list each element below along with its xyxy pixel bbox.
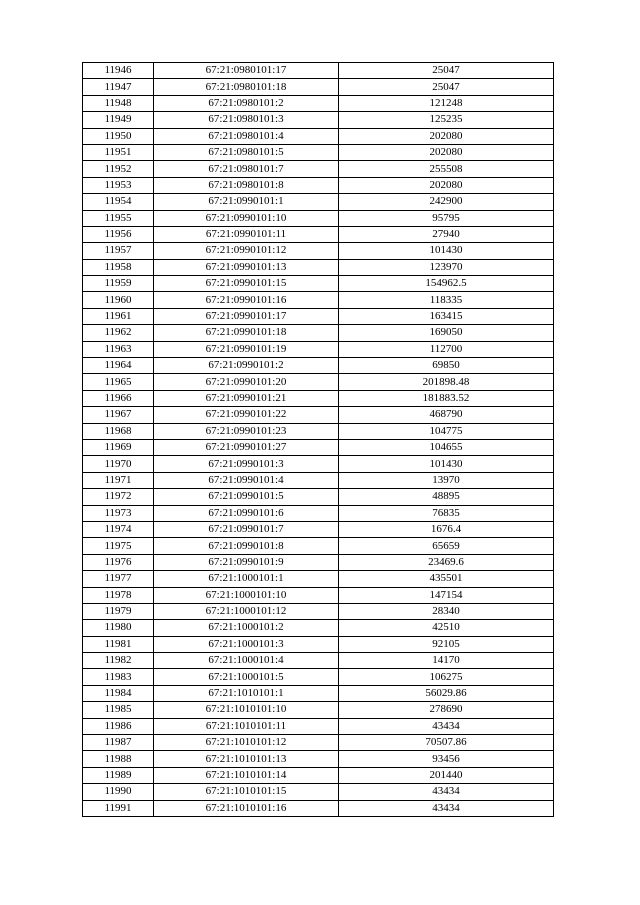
value-cell: 43434 — [339, 718, 554, 734]
cadastral-number-cell: 67:21:0990101:21 — [154, 390, 339, 406]
value-cell: 48895 — [339, 489, 554, 505]
table-row — [83, 79, 554, 95]
row-number-cell: 11981 — [83, 636, 154, 652]
cadastral-number-cell: 67:21:1000101:12 — [154, 603, 339, 619]
cadastral-number-cell: 67:21:0990101:17 — [154, 308, 339, 324]
table-row — [83, 407, 554, 423]
row-number-cell: 11960 — [83, 292, 154, 308]
row-number-cell: 11959 — [83, 276, 154, 292]
table-row — [83, 439, 554, 455]
cadastral-number-cell: 67:21:0990101:10 — [154, 210, 339, 226]
cadastral-number-cell: 67:21:1010101:16 — [154, 800, 339, 816]
value-cell: 202080 — [339, 144, 554, 160]
table-row — [83, 521, 554, 537]
table-row — [83, 210, 554, 226]
value-cell: 147154 — [339, 587, 554, 603]
value-cell: 255508 — [339, 161, 554, 177]
value-cell: 93456 — [339, 751, 554, 767]
row-number-cell: 11982 — [83, 653, 154, 669]
table-row — [83, 243, 554, 259]
value-cell: 69850 — [339, 358, 554, 374]
cadastral-number-cell: 67:21:1000101:1 — [154, 571, 339, 587]
value-cell: 181883.52 — [339, 390, 554, 406]
cadastral-number-cell: 67:21:0990101:27 — [154, 439, 339, 455]
table-row — [83, 538, 554, 554]
row-number-cell: 11978 — [83, 587, 154, 603]
cadastral-number-cell: 67:21:1000101:10 — [154, 587, 339, 603]
cadastral-number-cell: 67:21:1010101:12 — [154, 735, 339, 751]
value-cell: 201898.48 — [339, 374, 554, 390]
row-number-cell: 11954 — [83, 194, 154, 210]
row-number-cell: 11968 — [83, 423, 154, 439]
table-row — [83, 226, 554, 242]
value-cell: 112700 — [339, 341, 554, 357]
cadastral-number-cell: 67:21:0990101:20 — [154, 374, 339, 390]
row-number-cell: 11971 — [83, 472, 154, 488]
cadastral-number-cell: 67:21:0980101:5 — [154, 144, 339, 160]
cadastral-number-cell: 67:21:0990101:5 — [154, 489, 339, 505]
table-row — [83, 358, 554, 374]
cadastral-number-cell: 67:21:0980101:18 — [154, 79, 339, 95]
row-number-cell: 11950 — [83, 128, 154, 144]
value-cell: 76835 — [339, 505, 554, 521]
table-row — [83, 325, 554, 341]
value-cell: 202080 — [339, 128, 554, 144]
value-cell: 101430 — [339, 243, 554, 259]
table-row — [83, 587, 554, 603]
row-number-cell: 11967 — [83, 407, 154, 423]
cadastral-number-cell: 67:21:1010101:13 — [154, 751, 339, 767]
value-cell: 104655 — [339, 439, 554, 455]
row-number-cell: 11964 — [83, 358, 154, 374]
row-number-cell: 11957 — [83, 243, 154, 259]
cadastral-number-cell: 67:21:1010101:10 — [154, 702, 339, 718]
value-cell: 118335 — [339, 292, 554, 308]
value-cell: 1676.4 — [339, 521, 554, 537]
table-row — [83, 784, 554, 800]
table-row — [83, 571, 554, 587]
table-row — [83, 292, 554, 308]
table-row — [83, 735, 554, 751]
value-cell: 125235 — [339, 112, 554, 128]
cadastral-number-cell: 67:21:1010101:15 — [154, 784, 339, 800]
value-cell: 25047 — [339, 79, 554, 95]
row-number-cell: 11976 — [83, 554, 154, 570]
table-row — [83, 112, 554, 128]
row-number-cell: 11989 — [83, 767, 154, 783]
row-number-cell: 11986 — [83, 718, 154, 734]
value-cell: 92105 — [339, 636, 554, 652]
cadastral-number-cell: 67:21:0980101:8 — [154, 177, 339, 193]
cadastral-number-cell: 67:21:0990101:11 — [154, 226, 339, 242]
table-row — [83, 374, 554, 390]
value-cell: 27940 — [339, 226, 554, 242]
table-row — [83, 489, 554, 505]
cadastral-number-cell: 67:21:1000101:2 — [154, 620, 339, 636]
value-cell: 169050 — [339, 325, 554, 341]
cadastral-number-cell: 67:21:1010101:14 — [154, 767, 339, 783]
row-number-cell: 11973 — [83, 505, 154, 521]
row-number-cell: 11980 — [83, 620, 154, 636]
table-row — [83, 685, 554, 701]
row-number-cell: 11972 — [83, 489, 154, 505]
table-row — [83, 194, 554, 210]
row-number-cell: 11991 — [83, 800, 154, 816]
table-row — [83, 144, 554, 160]
value-cell: 468790 — [339, 407, 554, 423]
cadastral-number-cell: 67:21:1000101:4 — [154, 653, 339, 669]
row-number-cell: 11947 — [83, 79, 154, 95]
table-row — [83, 161, 554, 177]
row-number-cell: 11962 — [83, 325, 154, 341]
row-number-cell: 11987 — [83, 735, 154, 751]
row-number-cell: 11949 — [83, 112, 154, 128]
value-cell: 106275 — [339, 669, 554, 685]
table-row — [83, 636, 554, 652]
table-row — [83, 718, 554, 734]
cadastral-number-cell: 67:21:0980101:7 — [154, 161, 339, 177]
row-number-cell: 11951 — [83, 144, 154, 160]
cadastral-number-cell: 67:21:0990101:2 — [154, 358, 339, 374]
value-cell: 123970 — [339, 259, 554, 275]
table-row — [83, 308, 554, 324]
cadastral-number-cell: 67:21:0980101:17 — [154, 63, 339, 79]
table-row — [83, 554, 554, 570]
table-row — [83, 177, 554, 193]
value-cell: 278690 — [339, 702, 554, 718]
table-row — [83, 128, 554, 144]
value-cell: 23469.6 — [339, 554, 554, 570]
value-cell: 65659 — [339, 538, 554, 554]
value-cell: 43434 — [339, 800, 554, 816]
cadastral-number-cell: 67:21:0980101:4 — [154, 128, 339, 144]
cadastral-number-cell: 67:21:1010101:11 — [154, 718, 339, 734]
value-cell: 163415 — [339, 308, 554, 324]
cadastral-number-cell: 67:21:0990101:4 — [154, 472, 339, 488]
table-row — [83, 341, 554, 357]
value-cell: 242900 — [339, 194, 554, 210]
cadastral-number-cell: 67:21:0990101:23 — [154, 423, 339, 439]
row-number-cell: 11966 — [83, 390, 154, 406]
table-row — [83, 390, 554, 406]
row-number-cell: 11970 — [83, 456, 154, 472]
value-cell: 202080 — [339, 177, 554, 193]
cadastral-number-cell: 67:21:0990101:1 — [154, 194, 339, 210]
value-cell: 154962.5 — [339, 276, 554, 292]
table-row — [83, 505, 554, 521]
cadastral-number-cell: 67:21:0990101:8 — [154, 538, 339, 554]
table-row — [83, 702, 554, 718]
value-cell: 70507.86 — [339, 735, 554, 751]
cadastral-value-table — [82, 62, 554, 817]
table-row — [83, 603, 554, 619]
table-row — [83, 63, 554, 79]
value-cell: 201440 — [339, 767, 554, 783]
table-body — [83, 63, 554, 817]
row-number-cell: 11988 — [83, 751, 154, 767]
cadastral-number-cell: 67:21:0990101:19 — [154, 341, 339, 357]
table-row — [83, 95, 554, 111]
row-number-cell: 11961 — [83, 308, 154, 324]
value-cell: 56029.86 — [339, 685, 554, 701]
row-number-cell: 11952 — [83, 161, 154, 177]
row-number-cell: 11965 — [83, 374, 154, 390]
row-number-cell: 11974 — [83, 521, 154, 537]
value-cell: 43434 — [339, 784, 554, 800]
row-number-cell: 11975 — [83, 538, 154, 554]
value-cell: 28340 — [339, 603, 554, 619]
table-row — [83, 456, 554, 472]
cadastral-number-cell: 67:21:1000101:5 — [154, 669, 339, 685]
value-cell: 25047 — [339, 63, 554, 79]
row-number-cell: 11958 — [83, 259, 154, 275]
cadastral-number-cell: 67:21:1000101:3 — [154, 636, 339, 652]
table-row — [83, 767, 554, 783]
row-number-cell: 11979 — [83, 603, 154, 619]
table-row — [83, 751, 554, 767]
row-number-cell: 11984 — [83, 685, 154, 701]
cadastral-number-cell: 67:21:0990101:12 — [154, 243, 339, 259]
value-cell: 104775 — [339, 423, 554, 439]
value-cell: 95795 — [339, 210, 554, 226]
value-cell: 14170 — [339, 653, 554, 669]
row-number-cell: 11946 — [83, 63, 154, 79]
value-cell: 13970 — [339, 472, 554, 488]
cadastral-number-cell: 67:21:0990101:7 — [154, 521, 339, 537]
table-row — [83, 472, 554, 488]
cadastral-number-cell: 67:21:1010101:1 — [154, 685, 339, 701]
cadastral-number-cell: 67:21:0990101:9 — [154, 554, 339, 570]
row-number-cell: 11956 — [83, 226, 154, 242]
cadastral-number-cell: 67:21:0990101:6 — [154, 505, 339, 521]
table-row — [83, 620, 554, 636]
row-number-cell: 11983 — [83, 669, 154, 685]
cadastral-number-cell: 67:21:0990101:15 — [154, 276, 339, 292]
table-row — [83, 423, 554, 439]
row-number-cell: 11969 — [83, 439, 154, 455]
row-number-cell: 11953 — [83, 177, 154, 193]
row-number-cell: 11948 — [83, 95, 154, 111]
row-number-cell: 11977 — [83, 571, 154, 587]
row-number-cell: 11990 — [83, 784, 154, 800]
cadastral-number-cell: 67:21:0990101:18 — [154, 325, 339, 341]
table-row — [83, 653, 554, 669]
table-row — [83, 259, 554, 275]
cadastral-number-cell: 67:21:0990101:3 — [154, 456, 339, 472]
cadastral-number-cell: 67:21:0980101:3 — [154, 112, 339, 128]
table-row — [83, 276, 554, 292]
value-cell: 435501 — [339, 571, 554, 587]
table-row — [83, 800, 554, 816]
cadastral-number-cell: 67:21:0980101:2 — [154, 95, 339, 111]
value-cell: 42510 — [339, 620, 554, 636]
table-row — [83, 669, 554, 685]
cadastral-number-cell: 67:21:0990101:22 — [154, 407, 339, 423]
cadastral-number-cell: 67:21:0990101:16 — [154, 292, 339, 308]
value-cell: 101430 — [339, 456, 554, 472]
row-number-cell: 11963 — [83, 341, 154, 357]
row-number-cell: 11955 — [83, 210, 154, 226]
value-cell: 121248 — [339, 95, 554, 111]
cadastral-number-cell: 67:21:0990101:13 — [154, 259, 339, 275]
row-number-cell: 11985 — [83, 702, 154, 718]
